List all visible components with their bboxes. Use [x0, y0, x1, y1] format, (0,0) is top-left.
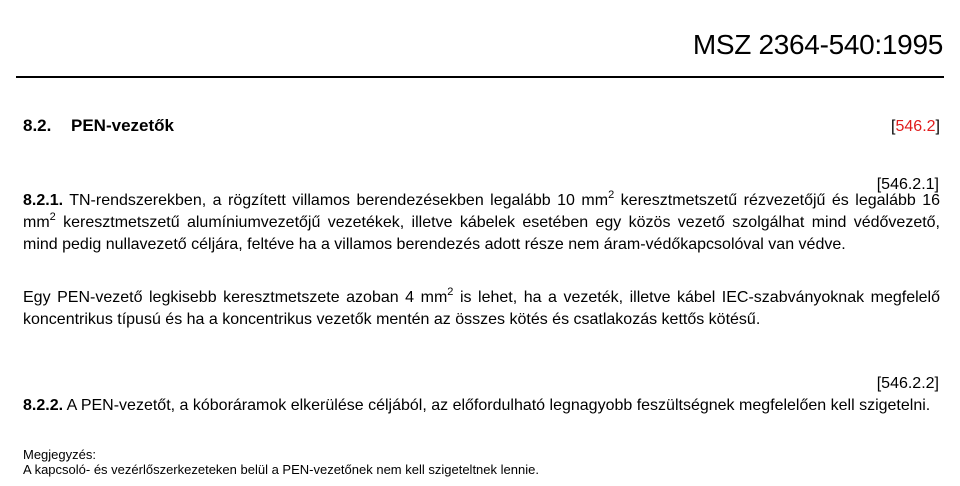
note-label: Megjegyzés:: [23, 447, 96, 462]
clause-2-reference: [546.2.2]: [876, 375, 939, 392]
clause-1-text-a: TN-rendszerekben, a rögzített villamos berendezésekben legalább 10 mm: [69, 192, 609, 209]
clause-1-superscript-b: 2: [49, 211, 56, 223]
clause-1-p2-text-a: Egy PEN-vezető legkisebb keresztmetszete azoban 4 mm: [23, 289, 448, 306]
clause-2-text: A PEN-vezetőt, a kóboráramok elkerülése céljából, az előfordulható legnagyobb feszültségnek megfelelően kell szigetelni.: [66, 397, 931, 414]
clause-1-number: 8.2.1.: [23, 192, 64, 209]
clause-1-text-b: keresztmetszetű rézvezetőjű és legalább 16 mm: [23, 192, 941, 231]
clause-1-superscript-a: 2: [608, 189, 615, 201]
section-title: PEN-vezetők: [71, 116, 174, 135]
section-number: 8.2.: [23, 116, 52, 135]
clause-2-paragraph: [23, 395, 940, 417]
clause-1-p2-superscript: 2: [447, 286, 454, 298]
section-ref-close: ]: [935, 118, 940, 135]
clause-1-text-c: keresztmetszetű alumíniumvezetőjű vezetékek, illetve kábelek esetében egy közös vezető szolgálhat mind védővezető, mind pedig nullavezető céljára, feltéve ha a villamos berendezés adott része nem áram-védőkapcsolóval van védve.: [23, 214, 940, 253]
note-text: A kapcsoló- és vezérlőszerkezeteken belül a PEN-vezetőnek nem kell szigeteltnek lennie.: [23, 462, 539, 477]
header-rule: [16, 76, 944, 78]
section-ref-open: [: [891, 118, 896, 135]
section-ref-number: 546.2: [895, 118, 936, 135]
standard-id: MSZ 2364-540:1995: [692, 29, 943, 60]
clause-2-number: 8.2.2.: [23, 397, 64, 414]
clause-1-p2-text-b: is lehet, ha a vezeték, illetve kábel IEC-szabványoknak megfelelő koncentrikus típusú és ha a koncentrikus vezetők mentén az összes kötés és csatlakozás kettős kötésű.: [23, 289, 940, 328]
section-heading: [23, 115, 174, 137]
clause-1-paragraph-1: [23, 190, 940, 256]
clause-1-reference: [546.2.1]: [876, 176, 939, 193]
section-reference: [891, 116, 940, 138]
clause-1-paragraph-2: [23, 287, 940, 331]
